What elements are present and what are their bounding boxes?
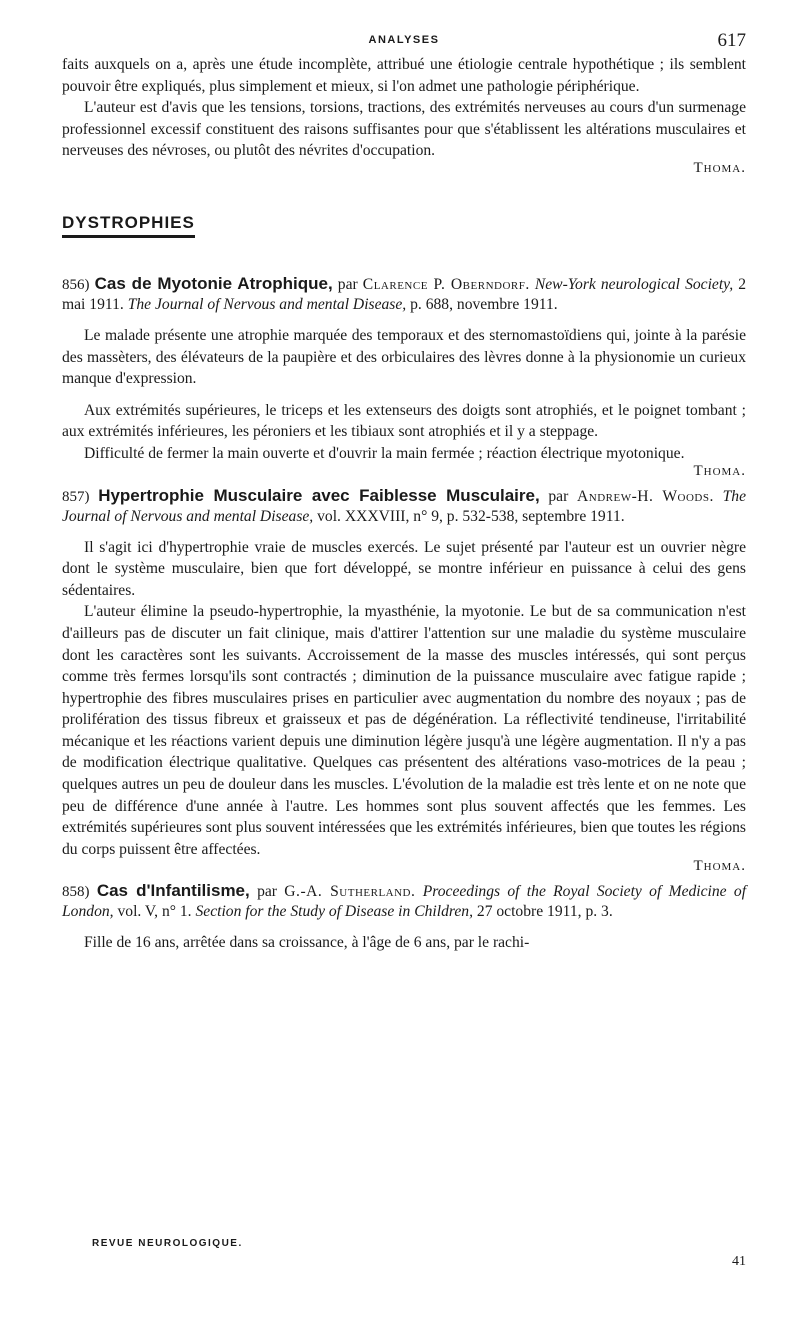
entry-857-paragraph-2: L'auteur élimine la pseudo-hypertrophie, la myasthénie, la myotonie. Le but de sa communication n'est d'ailleurs pas de discuter un fait clinique, mais d'attirer l'attention sur une maladie du système musculaire dont les caractères sont les suivants. Accroissement de la masse des muscles intéressés, qui sont perçus comme très fermes lorsqu'ils sont contractés ; diminution de la puissance musculaire avec fatigue rapide ; hypertrophie des fibres musculaires prises en particulier avec augmentation du nombre des noyaux ; pas de prolifération des tissus fibreux et graisseux et pas de dégénération. La réflectivité tendineuse, l'irritabilité mécanique et les réactions varient depuis une diminution légère jusqu'à une légère augmentation. Il n'y a pas de modification électrique qualitative. Quelques cas présentent des altérations vaso-motrices de la peau ; quelques autres un peu de douleur dans les muscles. L'évolution de la maladie est très lente et on ne note que peu de différence d'une année à l'autre. Les hommes sont plus souvent affectés que les femmes. Les extrémités supérieures sont plus souvent intéressées que les extrémités inférieures, bien que toutes les régions du corps puissent être affectées. xyxy=(62,603,746,858)
entry-858-title: Cas d'Infantilisme, xyxy=(96,881,250,901)
entry-857 xyxy=(62,486,746,876)
entry-858-number: 858) xyxy=(62,884,90,901)
section-title: DYSTROPHIES xyxy=(62,213,195,238)
entry-858-paragraph-1: Fille de 16 ans, arrêtée dans sa croissance, à l'âge de 6 ans, par le rachi- xyxy=(84,934,530,952)
entry-858-heading xyxy=(62,881,746,922)
running-head xyxy=(62,28,746,54)
entry-858 xyxy=(62,881,746,954)
entry-858-by: par xyxy=(257,883,277,901)
entry-856-paragraph-1: Le malade présente une atrophie marquée des temporaux et des sternomastoïdiens qui, jointe à la parésie des massèters, des élévateurs de la paupière et des orbiculaires des lèvres donne à la physionomie un curieux manque d'expression. xyxy=(62,326,746,388)
footer-journal-name: REVUE NEUROLOGIQUE. xyxy=(92,1238,243,1249)
entry-857-by: par xyxy=(548,487,569,505)
entry-856-number: 856) xyxy=(62,276,90,293)
entry-857-paragraph-1: Il s'agit ici d'hypertrophie vraie de muscles exercés. Le sujet présenté par l'auteur est un ouvrier nègre dont le système musculaire, bien que fort développé, se montre inférieur en puissance à celui des gens sédentaires. xyxy=(62,538,746,599)
entry-858-source: Proceedings of the Royal Society of Medicine of London, xyxy=(62,883,747,921)
entry-857-ref: vol. XXXVIII, n° 9, p. 532-538, septembre 1911. xyxy=(317,507,625,525)
running-title: ANALYSES xyxy=(368,34,440,46)
entry-856 xyxy=(62,274,746,480)
entry-856-heading xyxy=(62,274,746,315)
journal-page xyxy=(62,28,746,1308)
opening-paragraph-2-text: L'auteur est d'avis que les tensions, torsions, tractions, des extrémités nerveuses au cours d'un surmenage professionnel excessif constituent des raisons suffisantes pour que s'établissent les altérations musculaires et nerveuses des névroses, ou plutôt des névrites d'occupation. xyxy=(62,99,746,160)
entry-857-signature: Thoma. xyxy=(693,858,746,875)
entry-858-ref-a: vol. V, n° 1. xyxy=(117,903,192,921)
opening-paragraph-2 xyxy=(62,97,746,162)
entry-856-signature: Thoma. xyxy=(693,462,746,479)
entry-856-paragraph-3: Difficulté de fermer la main ouverte et d'ouvrir la main fermée ; réaction électrique myotonique. xyxy=(84,444,685,462)
entry-856-title: Cas de Myotonie Atrophique, xyxy=(94,273,333,293)
entry-856-source-2: The Journal of Nervous and mental Disease, xyxy=(127,295,407,313)
entry-858-author: G.-A. Sutherland. xyxy=(284,883,416,901)
entry-857-source: The Journal of Nervous and mental Disease, xyxy=(62,487,746,525)
opening-text xyxy=(62,54,746,177)
entry-858-ref-b: 27 octobre 1911, p. 3. xyxy=(476,903,613,921)
entry-856-source-1: New-York neurological Society, xyxy=(534,275,734,293)
page-number: 617 xyxy=(717,30,746,51)
opening-signature: Thoma. xyxy=(693,159,746,176)
entry-857-heading xyxy=(62,486,746,527)
opening-paragraph-1: faits auxquels on a, après une étude incomplète, attribué une étiologie centrale hypothétique ; ils semblent pouvoir être expliqués, plus simplement et mieux, si l'on admet une pathologie périphérique. xyxy=(62,56,746,95)
entry-857-author: Andrew-H. Woods. xyxy=(576,487,714,505)
page-footer xyxy=(62,1238,746,1278)
entry-856-by: par xyxy=(337,275,358,293)
entry-857-title: Hypertrophie Musculaire avec Faiblesse Musculaire, xyxy=(98,485,540,505)
entry-856-ref-1: 2 mai 1911. xyxy=(62,275,747,313)
entry-856-author: Clarence P. Oberndorf. xyxy=(362,275,530,293)
entry-857-number: 857) xyxy=(62,488,90,505)
entry-856-paragraph-2: Aux extrémités supérieures, le triceps et les extenseurs des doigts sont atrophiés, et le poignet tombant ; aux extrémités inférieures, les péroniers et les tibiaux sont atrophiés et il y a steppage. xyxy=(62,401,746,441)
entry-856-ref-2: p. 688, novembre 1911. xyxy=(410,295,558,313)
footer-sheet-number: 41 xyxy=(732,1254,746,1269)
entry-858-section: Section for the Study of Disease in Children, xyxy=(195,903,473,921)
